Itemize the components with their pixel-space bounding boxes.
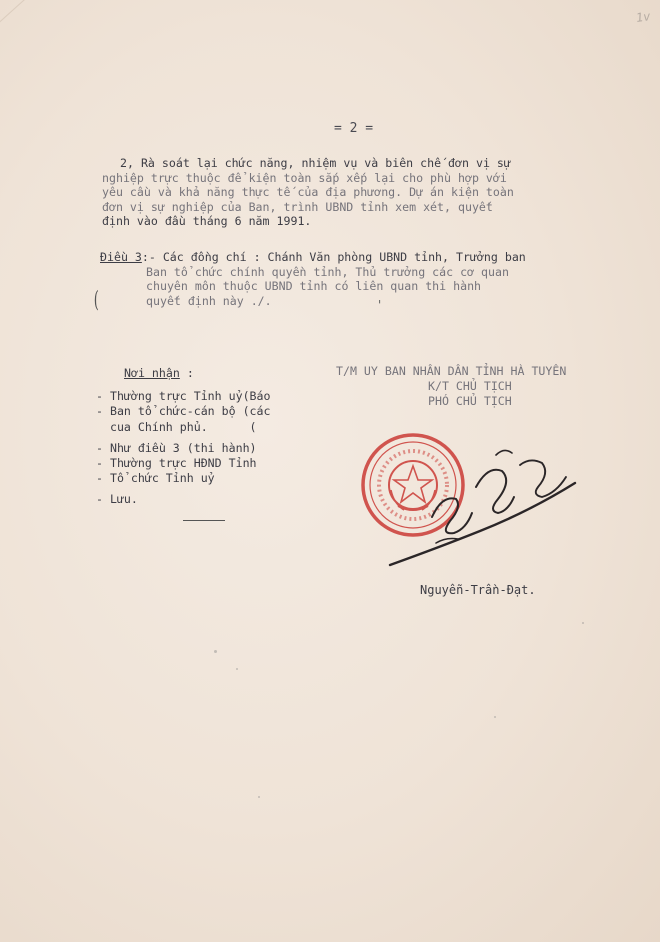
recipient-item: - Như điều 3 (thi hành): [96, 440, 257, 455]
paragraph-line: đơn vị sự nghiệp của Ban, trình UBND tỉnh xem xét, quyết: [102, 199, 493, 214]
article-3: [100, 250, 526, 308]
paragraph-line: yêu cầu và khả năng thực tế của địa phương. Dự án kiện toàn: [102, 185, 514, 199]
recipients-heading: Nơi nhận: [124, 366, 180, 380]
article-line: Ban tổ chức chính quyền tỉnh, Thủ trưởng các cơ quan: [146, 264, 509, 279]
paragraph-line: định vào đầu tháng 6 năm 1991.: [102, 214, 312, 228]
paper-crease: [0, 0, 169, 31]
recipient-item: cua Chính phủ. (: [96, 419, 257, 434]
signature-block: [336, 364, 566, 409]
handwritten-signature-icon: [380, 425, 580, 585]
recipient-item: - Thường trực HĐND Tỉnh: [96, 456, 257, 471]
paper-speck: [494, 716, 496, 718]
paper-speck: [214, 650, 217, 653]
article-label: Điều 3: [100, 250, 142, 264]
recipients-heading-row: Nơi nhận :: [124, 366, 194, 380]
signature-title: K/T CHỦ TỊCH: [428, 379, 512, 393]
recipients-block: [96, 366, 271, 508]
margin-tick: ': [376, 298, 384, 312]
article-line: chuyên môn thuộc UBND tỉnh có liên quan thi hành: [146, 279, 482, 294]
page-number: = 2 =: [334, 121, 374, 136]
paragraph-2: [102, 156, 514, 229]
recipient-item: - Lưu.: [96, 492, 138, 507]
recipient-item: - Thường trực Tỉnh uỷ(Báo: [96, 389, 271, 404]
signer-name: Nguyễn-Trần-Đạt.: [420, 583, 536, 597]
signature-title: PHÓ CHỦ TỊCH: [428, 394, 512, 408]
article-text: :- Các đồng chí : Chánh Văn phòng UBND tỉnh, Trưởng ban: [141, 250, 526, 264]
margin-bracket: (: [93, 288, 99, 313]
recipient-item: - Tổ chức Tỉnh uỷ: [96, 471, 215, 486]
corner-mark: 1v: [634, 9, 651, 25]
article-line: quyết định này ./.: [146, 293, 272, 308]
paper-speck: [582, 622, 584, 624]
paper-speck: [236, 668, 238, 670]
paper-speck: [258, 796, 260, 798]
paragraph-line: nghiệp trực thuộc để kiện toàn sắp xếp lại cho phù hợp với: [102, 170, 507, 185]
paragraph-line: 2, Rà soát lại chức năng, nhiệm vụ và biên chế đơn vị sự: [120, 156, 511, 170]
recipient-item: - Ban tổ chức-cán bộ (các: [96, 404, 271, 419]
closing-rule: [183, 520, 225, 521]
article-line: [100, 250, 526, 265]
signature-title: T/M UY BAN NHÂN DÂN TỈNH HÀ TUYÊN: [336, 364, 567, 378]
